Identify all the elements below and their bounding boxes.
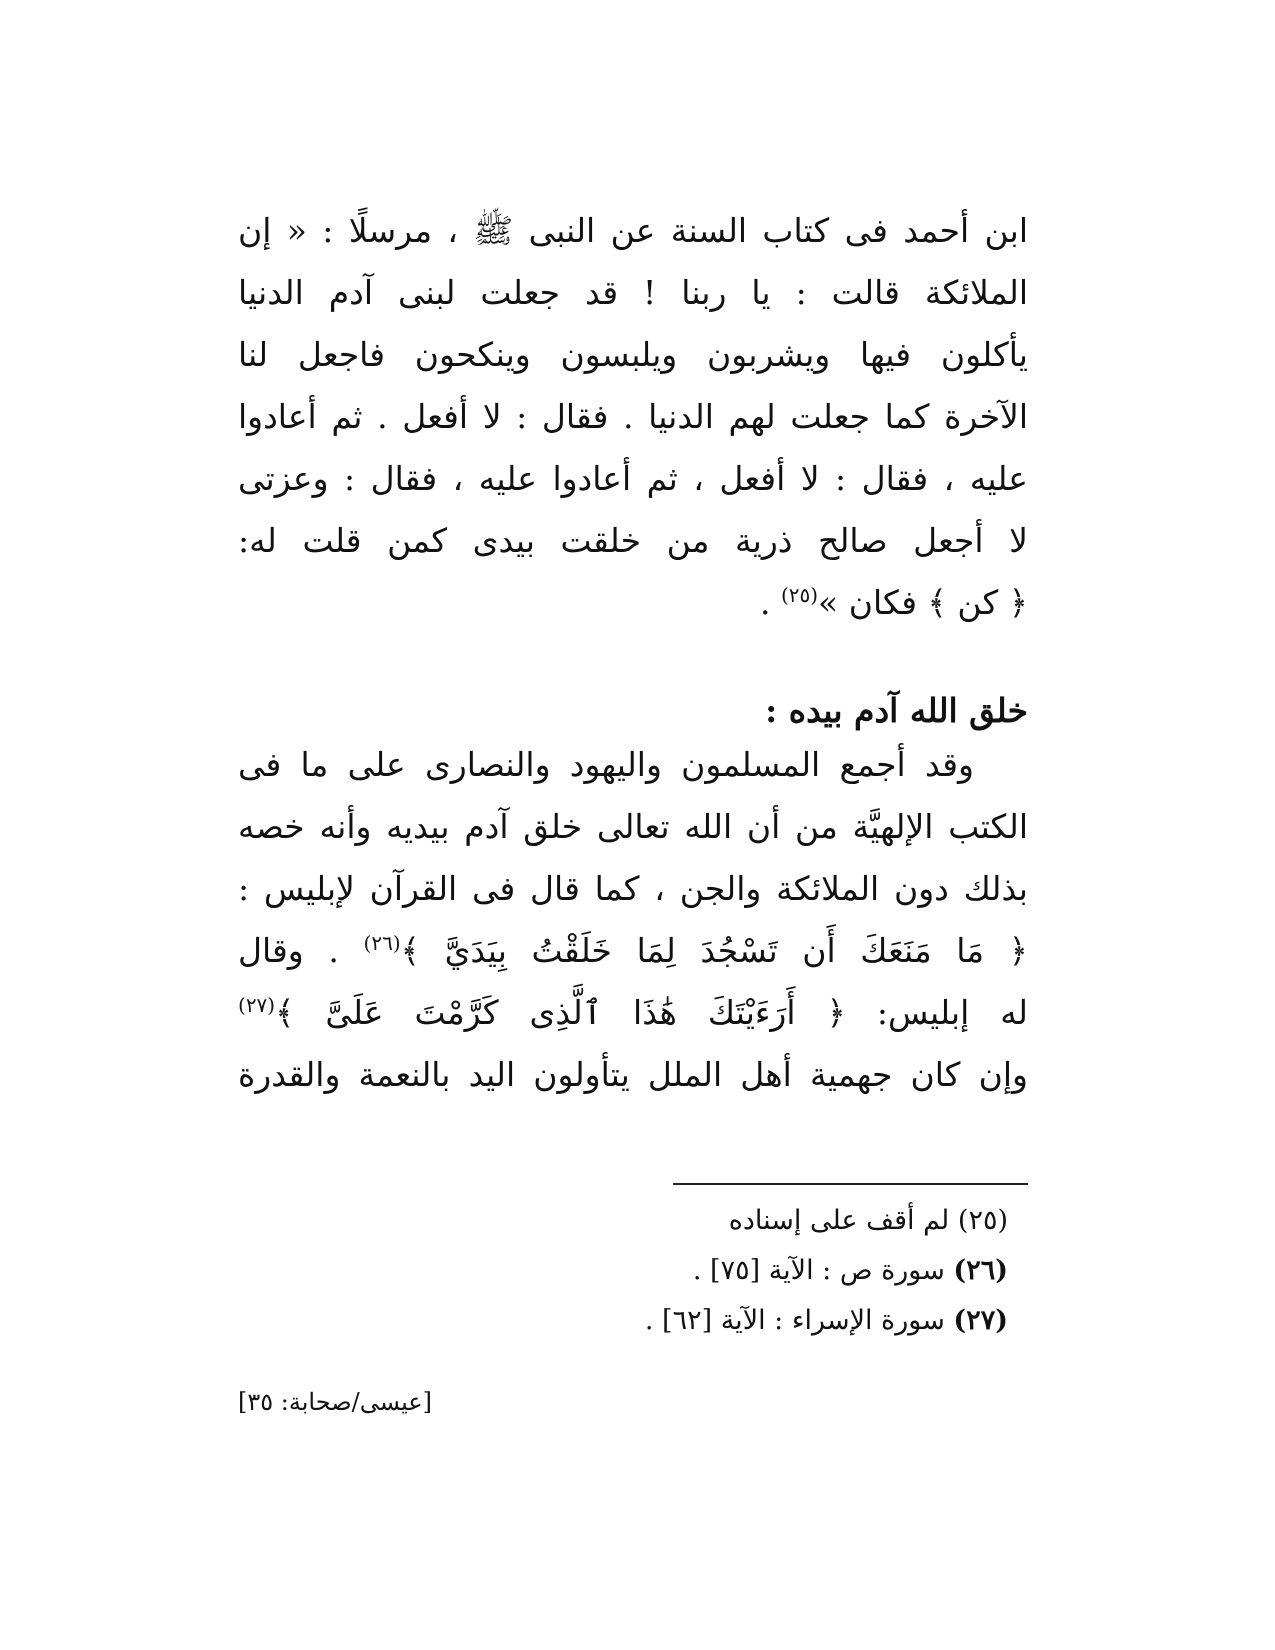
- quran-line-1: [238, 920, 1028, 982]
- text-head: له إبليس:: [876, 993, 1028, 1032]
- footnote-27: [238, 1296, 1008, 1346]
- text-line-last: [238, 572, 1028, 634]
- paragraph-hadith: [238, 200, 1028, 634]
- footnote-number: (٢٧): [953, 1305, 1008, 1336]
- section-heading: خلق الله آدم بيده :: [765, 691, 1028, 730]
- footnote-number: (٢٥): [957, 1205, 1008, 1236]
- quran-verse-2: ﴿ أَرَءَيْتَكَ هَٰذَا ٱلَّذِى كَرَّمْتَ عَلَىَّ ﴾: [275, 993, 846, 1032]
- footnote-number: (٢٦): [953, 1255, 1008, 1286]
- footnote-ref-26: (٢٦): [363, 931, 401, 955]
- footnotes: [238, 1196, 1008, 1346]
- text-tail: . وقال: [238, 931, 339, 970]
- text-line: بذلك دون الملائكة والجن ، كما قال فى القرآن لإبليس :: [238, 869, 1028, 908]
- text-line: يأكلون فيها ويشربون ويلبسون وينكحون فاجعل لنا: [238, 335, 1028, 374]
- page-reference: [عيسى/صحابة: ٣٥]: [238, 1388, 433, 1416]
- footnote-26: [238, 1246, 1008, 1296]
- text-line: الملائكة قالت : يا ربنا ! قد جعلت لبنى آدم الدنيا: [238, 273, 1028, 312]
- text-line: الكتب الإلهيَّة من أن الله تعالى خلق آدم بيديه وأنه خصه: [238, 807, 1028, 846]
- footnote-text: سورة الإسراء : الآية [٦٢] .: [644, 1305, 945, 1336]
- footnote-ref-27: (٢٧): [238, 993, 276, 1017]
- paragraph-creation: [238, 734, 1028, 1106]
- text-line: وإن كان جهمية أهل الملل يتأولون اليد بالنعمة والقدرة: [238, 1055, 1028, 1094]
- text-line: الآخرة كما جعلت لهم الدنيا . فقال : لا أفعل . ثم أعادوا: [238, 397, 1028, 436]
- text-line: عليه ، فقال : لا أفعل ، ثم أعادوا عليه ، فقال : وعزتى: [238, 459, 1028, 498]
- text-line: ابن أحمد فى كتاب السنة عن النبى ﷺ ، مرسلًا : « إن: [238, 211, 1028, 250]
- quran-verse-1: ﴿ مَا مَنَعَكَ أَن تَسْجُدَ لِمَا خَلَقْتُ بِيَدَيَّ ﴾: [400, 931, 1028, 970]
- footnote-text: سورة ص : الآية [٧٥] .: [692, 1255, 945, 1286]
- footnote-ref-25: (٢٥): [780, 583, 819, 607]
- text-line-content: ﴿ كن ﴾ فكان »: [818, 583, 1028, 622]
- footnote-divider: [673, 1183, 1028, 1185]
- quran-line-2: [238, 982, 1028, 1044]
- footnote-text: لم أقف على إسناده: [728, 1205, 950, 1236]
- text-line: لا أجعل صالح ذرية من خلقت بيدى كمن قلت له:: [238, 521, 1028, 560]
- sentence-end: .: [759, 583, 771, 622]
- text-line: وقد أجمع المسلمون واليهود والنصارى على ما فى: [238, 745, 974, 784]
- footnote-25: [238, 1196, 1008, 1246]
